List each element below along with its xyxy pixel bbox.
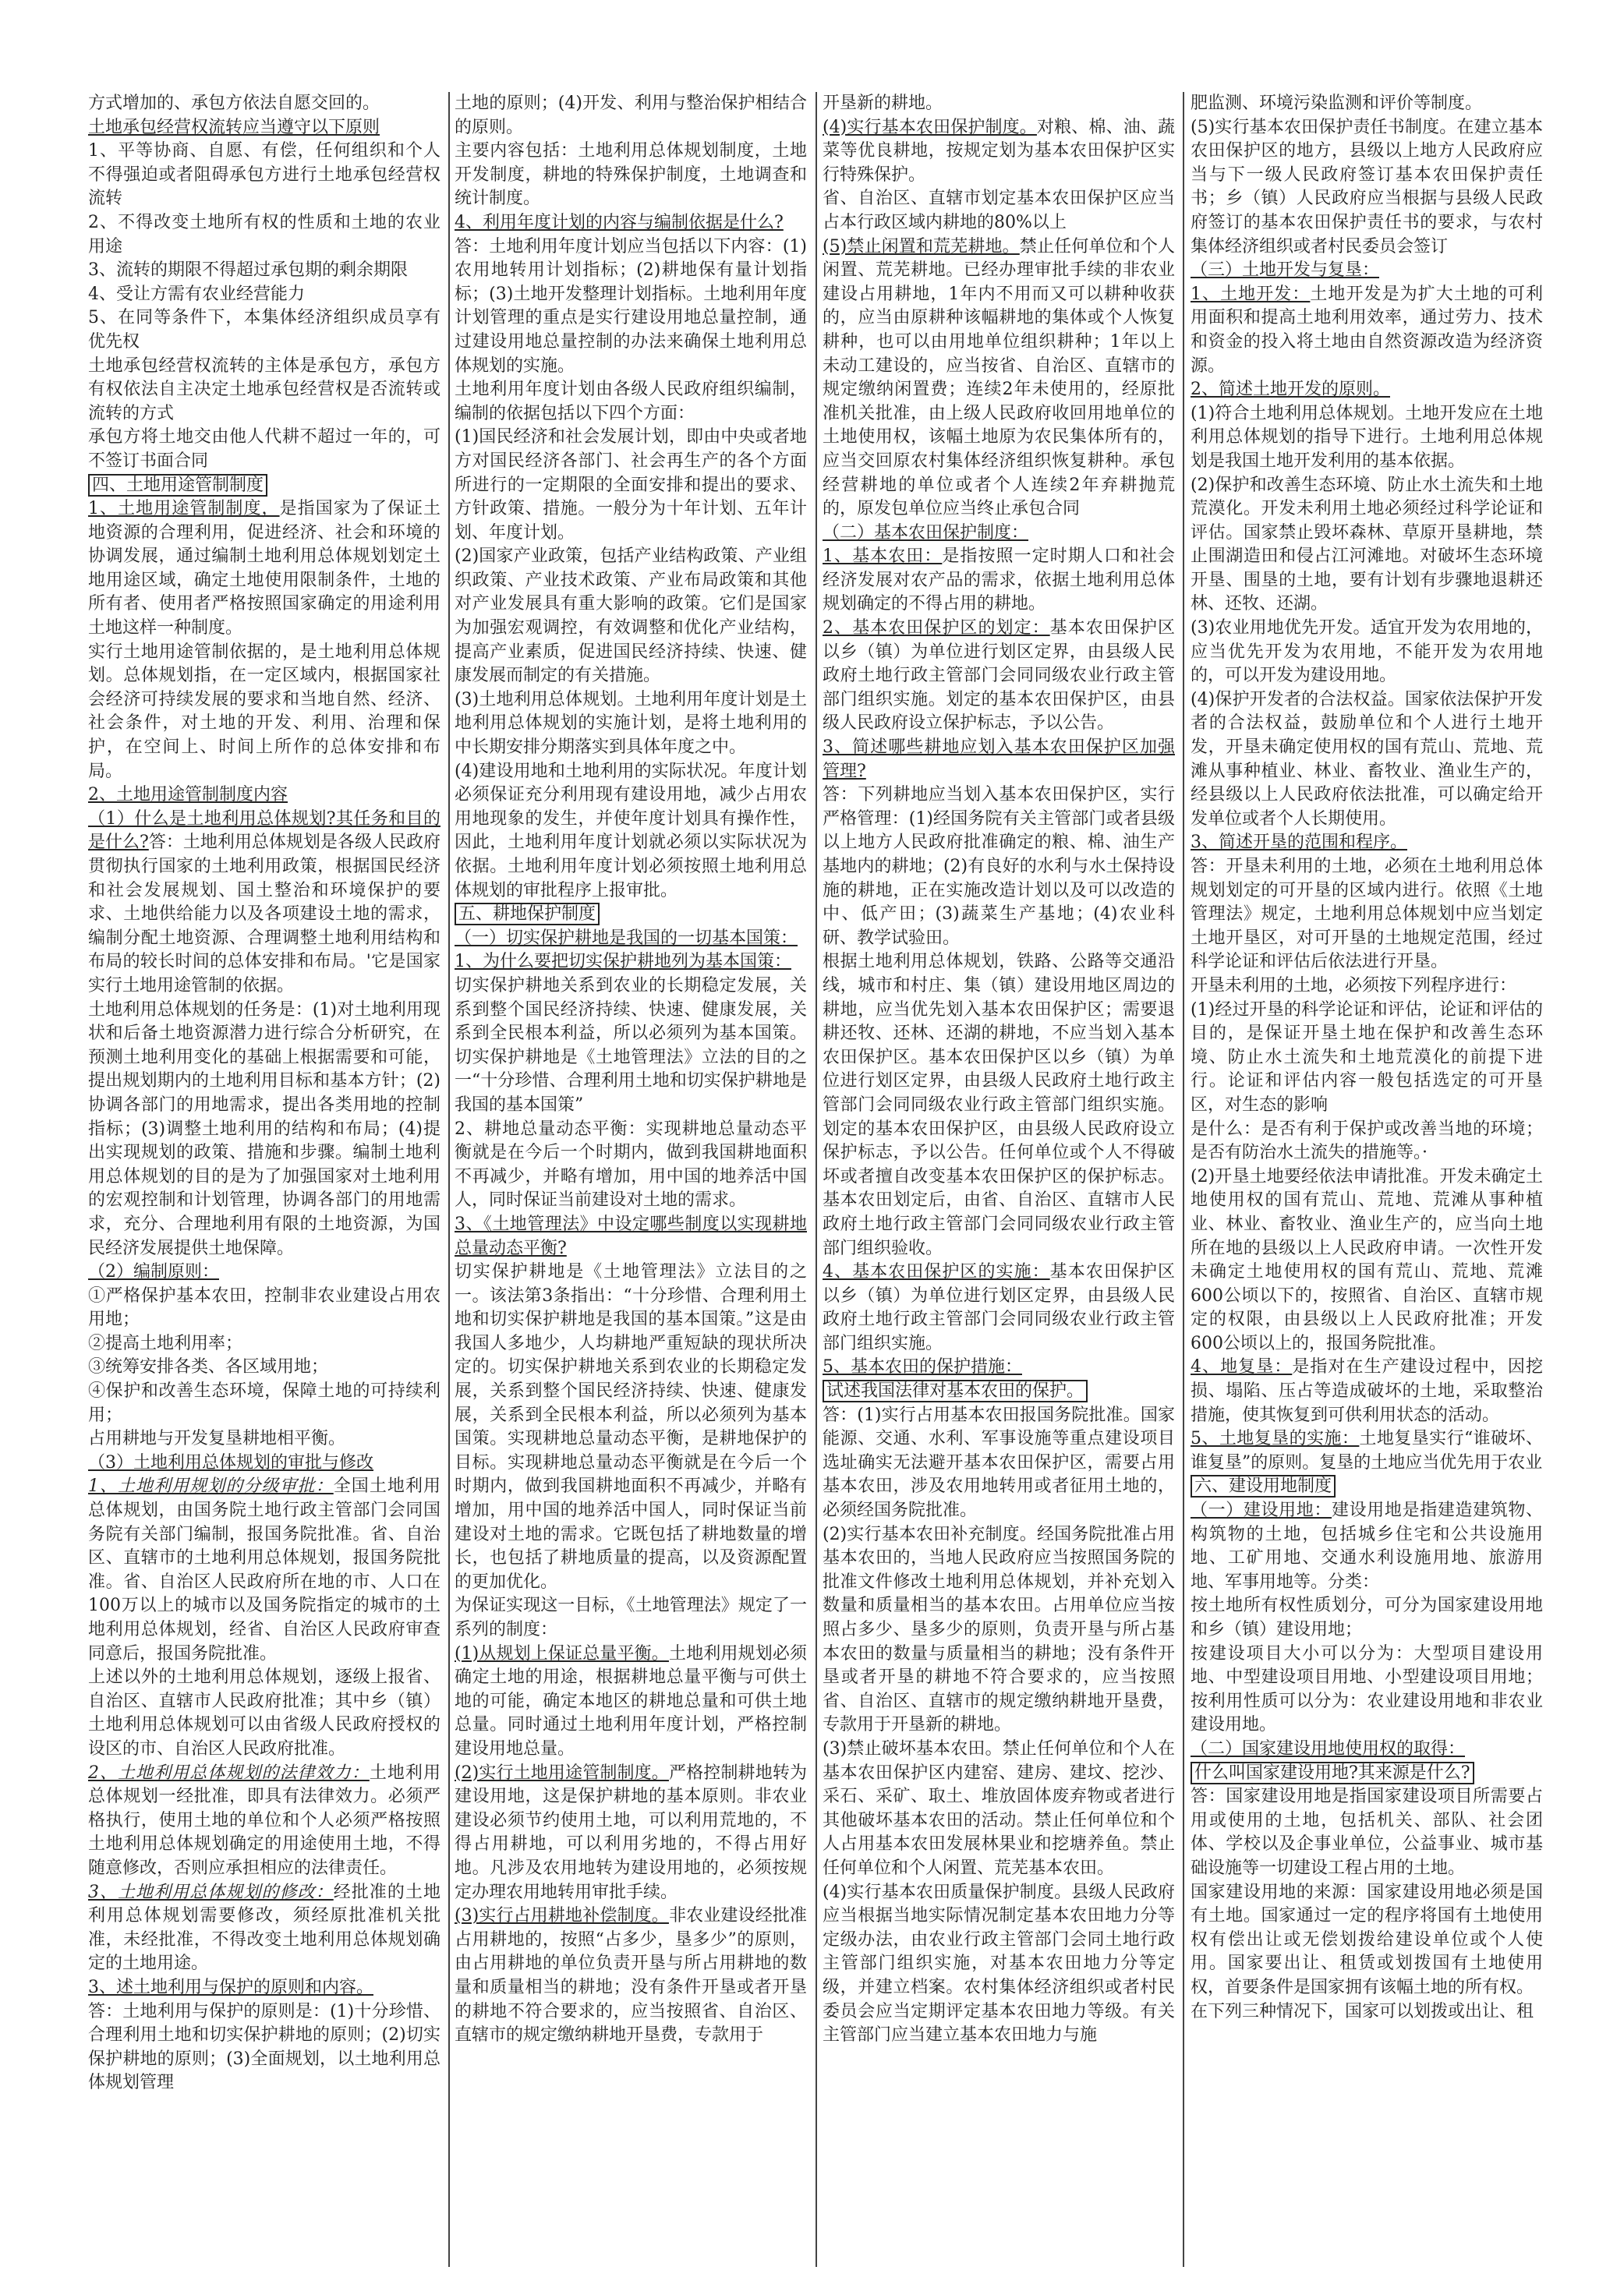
paragraph-text: 非农业建设经批准占用耕地的，按照“占多少，垦多少”的原则，由占用耕地的单位负责开垦与所占用耕地的数量和质量相当的耕地；没有条件开垦或者开垦的耕地不符合要求的，应当按照省、自治区、直辖市的规定缴纳耕地开垦费，专款用于 (455, 1906, 807, 2046)
section-heading (823, 522, 1175, 546)
paragraph-text: 答：国家建设用地是指国家建设项目所需要占用或使用的土地，包括机关、部队、社会团体、学校以及企事业单位，公益事业、城市基础设施等一切建设工程占用的土地。 (1191, 1787, 1543, 1878)
paragraph (88, 1356, 440, 1380)
paragraph-text: (4)实行基本农田质量保护制度。县级人民政府应当根据当地实际情况制定基本农田地力分等定级办法，由农业行政主管部门会同土地行政主管部门组织实施，对基本农田地力分等定级，并建立档案。农村集体经济组织或者村民委员会应当定期评定基本农田地力等级。有关主管部门应当建立基本农田地力与施 (823, 1882, 1175, 2046)
underlined-heading: 4、地复垦： (1191, 1357, 1293, 1377)
paragraph-text: 土地开发是为扩大土地的可利用面积和提高土地利用效率，通过劳力、技术和资金的投入将土地由自然资源改造为经济资源。 (1191, 284, 1543, 376)
paragraph (823, 92, 1175, 116)
paragraph (88, 140, 440, 211)
underlined-heading: 1、土地开发： (1191, 284, 1311, 304)
paragraph (1191, 974, 1543, 999)
column-3 (823, 92, 1175, 2048)
section-heading (1191, 378, 1543, 402)
paragraph (823, 617, 1175, 736)
paragraph-text: 2、不得改变土地所有权的性质和土地的农业用途 (88, 212, 440, 256)
paragraph-text: 4、受让方需有农业经营能力 (88, 284, 305, 304)
paragraph-text: (5)实行基本农田保护责任书制度。在建立基本农田保护区的地方，县级以上地方人民政府应当与下一级人民政府签订基本农田保护责任书；乡（镇）人民政府应当根据与县级人民政府签订的基本农田保护责任书的要求，与农村集体经济组织或者村民委员会签订 (1191, 117, 1543, 256)
boxed-heading: 四、土地用途管制制度 (88, 474, 267, 497)
paragraph (88, 1380, 440, 1427)
paragraph-text: 3、流转的期限不得超过承包期的剩余期限 (88, 260, 408, 281)
paragraph-text: 方式增加的、承包方依法自愿交回的。 (88, 94, 380, 113)
column-2 (455, 92, 807, 2048)
section-heading (1191, 259, 1543, 283)
column-divider (448, 92, 450, 2267)
paragraph (823, 1881, 1175, 2048)
paragraph (455, 974, 807, 1118)
paragraph (88, 306, 440, 354)
paragraph-text: 为保证实现这一目标，《土地管理法》规定了一系列的制度： (455, 1596, 807, 1639)
paragraph (88, 211, 440, 259)
underlined-heading: （2）编制原则： (88, 1262, 219, 1282)
paragraph-text: 国家建设用地的来源：国家建设用地必须是国有土地。国家通过一定的程序将国有土地使用权有偿出让或无偿划拨给建设单位或个人使用。国家要出让、租赁或划拨国有土地使用权，首要条件是国家拥有该幅土地的所有权。 (1191, 1882, 1543, 1997)
underlined-heading: 3、简述哪些耕地应划入基本农田保护区加强管理? (823, 737, 1175, 781)
paragraph (88, 808, 440, 999)
paragraph (823, 950, 1175, 1261)
section-heading (88, 1452, 440, 1476)
paragraph (1191, 1785, 1543, 1880)
paragraph-text: 答：土地利用总体规划是各级人民政府贯彻执行国家的土地利用政策，根据国民经济和社会发展规划、国土整治和环境保护的要求、土地供给能力以及各项建设土地的需求，编制分配土地资源、合理调整土地利用结构和布局的较长时间的总体安排和布局。'它是国家实行土地用途管制的依据。 (88, 833, 440, 995)
paragraph (1191, 1165, 1543, 1356)
paragraph (455, 1594, 807, 1642)
underlined-heading: 1、土地用途管制制度， (88, 499, 280, 519)
section-heading (1191, 1738, 1543, 1762)
paragraph (1191, 1499, 1543, 1594)
section-heading (455, 1213, 807, 1261)
paragraph (823, 187, 1175, 235)
boxed-heading: 六、建设用地制度 (1191, 1475, 1336, 1498)
underlined-heading: (3)实行占用耕地补偿制度。 (455, 1906, 669, 1926)
paragraph-text: 肥监测、环境污染监测和评价等制度。 (1191, 94, 1483, 113)
paragraph (1191, 1643, 1543, 1738)
paragraph-text: 答：土地利用与保护的原则是：(1)十分珍惜、合理利用土地和切实保护耕地的原则；(2)切实保护耕地的原则；(3)全面规划，以土地利用总体规划管理 (88, 2001, 440, 2093)
paragraph (823, 235, 1175, 522)
underlined-heading: （一）建设用地： (1191, 1501, 1332, 1521)
paragraph-text: 切实保护耕地是《土地管理法》立法目的之一。该法第3条指出：“十分珍惜、合理利用土地和切实保护耕地是我国的基本国策。”这是由我国人多地少，人均耕地严重短缺的现状所决定的。切实保护耕地关系到农业的长期稳定发展，关系到整个国民经济持续、快速、健康发展，关系到全民根本利益，所以必须列为基本国策。实现耕地总量动态平衡，是耕地保护的目标。实现耕地总量动态平衡就是在今后一个时期内，做到我国耕地面积不再减少，并略有增加，用中国的地养活中国人，同时保证当前建设对土地的需求。它既包括了耕地数量的增长，也包括了耕地质量的提高，以及资源配置的更加优化。 (455, 1262, 807, 1592)
paragraph (1191, 92, 1543, 116)
paragraph (823, 1261, 1175, 1356)
paragraph (455, 92, 807, 140)
paragraph-text: 答：土地利用年度计划应当包括以下内容：(1)农用地转用计划指标；(2)耕地保有量计划指标；(3)土地开发整理计划指标。土地利用年度计划管理的重点是实行建设用地总量控制，通过建设用地总量控制的办法来确保土地利用总体规划的实施。 (455, 236, 807, 376)
paragraph-text: (3)农业用地优先开发。适宜开发为农用地的，应当优先开发为农用地，不能开发为农用地的，可以开发为建设用地。 (1191, 618, 1543, 686)
paragraph-text: 全国土地利用总体规划，由国务院土地行政主管部门会同国务院有关部门编制，报国务院批准。省、自治区、直辖市的土地利用总体规划，报国务院批准。省、自治区人民政府所在地的市、人口在100万以上的城市以及国务院指定的城市的土地利用总体规划，经省、自治区人民政府审查同意后，报国务院批准。 (88, 1476, 440, 1664)
paragraph-text: (3)禁止破坏基本农田。禁止任何单位和个人在基本农田保护区内建窑、建房、建坟、挖沙、采石、采矿、取土、堆放固体废弃物或者进行其他破坏基本农田的活动。禁止任何单位和个人占用基本农田发展林果业和挖塘养鱼。禁止任何单位和个人闲置、荒芜基本农田。 (823, 1738, 1175, 1878)
paragraph-text: 对粮、棉、油、蔬菜等优良耕地，按规定划为基本农田保护区实行特殊保护。 (823, 117, 1175, 185)
paragraph-text: 占用耕地与开发复垦耕地相平衡。 (88, 1429, 346, 1449)
paragraph-text: 1、平等协商、自愿、有偿，任何组织和个人不得强迫或者阻碍承包方进行土地承包经营权流转 (88, 141, 440, 209)
section-heading (823, 1380, 1175, 1404)
paragraph (1191, 1427, 1543, 1475)
paragraph (455, 545, 807, 688)
underlined-heading: 土地承包经营权流转应当遵守以下原则 (88, 117, 380, 137)
paragraph (88, 1881, 440, 1976)
underlined-heading: 3、《土地管理法》中设定哪些制度以实现耕地总量动态平衡? (455, 1214, 807, 1258)
paragraph (1191, 116, 1543, 260)
paragraph (455, 1118, 807, 1213)
underlined-heading: (5)禁止闲置和荒芜耕地。 (823, 236, 1020, 256)
section-heading (823, 736, 1175, 783)
boxed-heading: 试述我国法律对基本农田的保护。 (823, 1380, 1088, 1402)
paragraph (823, 1738, 1175, 1881)
paragraph-text: 上述以外的土地利用总体规划，逐级上报省、自治区、直辖市人民政府批准；其中乡（镇）土地利用总体规划可以由省级人民政府授权的设区的市、自治区人民政府批准。 (88, 1667, 440, 1759)
underlined-heading: （3）土地利用总体规划的审批与修改 (88, 1452, 373, 1473)
paragraph (455, 378, 807, 426)
paragraph-text: 切实保护耕地关系到农业的长期稳定发展，关系到整个国民经济持续、快速、健康发展，关系到全民根本利益，所以必须列为基本国策。切实保护耕地是《土地管理法》立法的目的之一“十分珍惜、合理利用土地和切实保护耕地是我国的基本国策” (455, 975, 807, 1115)
paragraph (88, 1666, 440, 1761)
paragraph (1191, 617, 1543, 688)
paragraph (1191, 1356, 1543, 1427)
paragraph-text: 建设用地是指建造建筑物、构筑物的土地，包括城乡住宅和公共设施用地、工矿用地、交通水利设施用地、旅游用地、军事用地等。分类： (1191, 1501, 1543, 1592)
paragraph-text: (2)开垦土地要经依法申请批准。开发未确定土地使用权的国有荒山、荒地、荒滩从事种植业、林业、畜牧业、渔业生产的，应当向土地所在地的县级以上人民政府申请。一次性开发未确定土地使用权的国有荒山、荒地、荒滩600公顷以下的，按照省、自治区、直辖市规定的权限，由县级以上人民政府批准；开发600公顷以上的，报国务院批准。 (1191, 1166, 1543, 1353)
paragraph (823, 1404, 1175, 1523)
paragraph (1191, 999, 1543, 1118)
paragraph-text: 土地承包经营权流转的主体是承包方，承包方有权依法自主决定土地承包经营权是否流转或流转的方式 (88, 355, 440, 423)
section-heading (455, 950, 807, 974)
paragraph (455, 760, 807, 904)
underlined-heading: 5、基本农田的保护措施： (823, 1357, 1022, 1377)
paragraph (1191, 1118, 1543, 1165)
paragraph (88, 1762, 440, 1881)
paragraph-text: 答：(1)实行占用基本农田报国务院批准。国家能源、交通、水利、军事设施等重点建设项目选址确实无法避开基本农田保护区，需要占用基本农田，涉及农用地转用或者征用土地的，必须经国务院批准。 (823, 1405, 1175, 1521)
paragraph-text: 严格控制耕地转为建设用地，这是保护耕地的基本原则。非农业建设必须节约使用土地，可以利用荒地的，不得占用耕地，可以利用劣地的，不得占用好地。凡涉及农用地转为建设用地的，必须按规定办理农用地转用审批手续。 (455, 1763, 807, 1902)
paragraph (88, 497, 440, 641)
paragraph-text: 2、耕地总量动态平衡：实现耕地总量动态平衡就是在今后一个时期内，做到我国耕地面积不再减少，并略有增加，用中国的地养活中国人，同时保证当前建设对土地的需求。 (455, 1119, 807, 1211)
paragraph-text: 承包方将土地交由他人代耕不超过一年的，可不签订书面合同 (88, 427, 440, 471)
paragraph (88, 1427, 440, 1452)
paragraph-text: 是什么：是否有利于保护或改善当地的环境；是否有防治水土流失的措施等。· (1191, 1119, 1543, 1163)
section-heading (1191, 831, 1543, 855)
section-heading (455, 211, 807, 235)
paragraph (88, 1332, 440, 1356)
paragraph (88, 641, 440, 784)
underlined-heading: 2、土地利用总体规划的法律效力： (88, 1763, 370, 1783)
paragraph-text: 省、自治区、直辖市划定基本农田保护区应当占本行政区域内耕地的80%以上 (823, 189, 1175, 232)
paragraph-text: 是指按照一定时期人口和社会经济发展对农产品的需求，依据土地利用总体规划确定的不得占用的耕地。 (823, 546, 1175, 614)
paragraph-text: 开垦新的耕地。 (823, 94, 943, 113)
underlined-heading: 2、基本农田保护区的划定： (823, 618, 1050, 638)
boxed-heading: 五、耕地保护制度 (455, 903, 600, 925)
paragraph (455, 1261, 807, 1594)
paragraph-text: (2)保护和改善生态环境、防止水土流失和土地荒漠化。开发未利用土地必须经过科学论证和评估。国家禁止毁坏森林、草原开垦耕地，禁止围湖造田和侵占江河滩地。对破坏生态环境开垦、围垦的土地，要有计划有步骤地退耕还林、还牧、还湖。 (1191, 475, 1543, 614)
paragraph-text: ①严格保护基本农田，控制非农业建设占用农用地； (88, 1285, 440, 1330)
paragraph-text: 开垦未利用的土地，必须按下列程序进行： (1191, 975, 1517, 995)
underlined-heading: 3、土地利用总体规划的修改： (88, 1882, 334, 1902)
boxed-heading: 什么叫国家建设用地?其来源是什么? (1191, 1762, 1474, 1784)
paragraph (455, 140, 807, 211)
paragraph (88, 2000, 440, 2095)
underlined-heading: 1、为什么要把切实保护耕地列为基本国策： (455, 952, 791, 972)
section-heading (88, 783, 440, 808)
paragraph-text: 禁止任何单位和个人闲置、荒芜耕地。已经办理审批手续的非农业建设占用耕地，1年内不用而又可以耕种收获的，应当由原耕种该幅耕地的集体或个人恢复耕种，也可以由用地单位组织耕种；1年以上未动工建设的，应当按省、自治区、直辖市的规定缴纳闲置费；连续2年未使用的，经原批准机关批准，由上级人民政府收回用地单位的土地使用权，该幅土地原为农民集体所有的，应当交回原农村集体经济组织恢复耕种。承包经营耕地的单位或者个人连续2年弃耕抛荒的，原发包单位应当终止承包合同 (823, 236, 1175, 519)
paragraph-text: 在下列三种情况下，国家可以划拨或出让、租 (1191, 2001, 1534, 2021)
paragraph-text: 基本农田保护区以乡（镇）为单位进行划区定界，由县级人民政府土地行政主管部门会同同级农业行政主管部门组织实施。划定的基本农田保护区，由县级人民政府设立保护标志，予以公告。 (823, 618, 1175, 734)
paragraph-text: ④保护和改善生态环境，保障土地的可持续利用； (88, 1381, 440, 1425)
paragraph-text: (1)经过开垦的科学论证和评估，论证和评估的目的，是保证开垦土地在保护和改善生态环境、防止水土流失和土地荒漠化的前提下进行。论证和评估内容一般包括选定的可开垦区，对生态的影响 (1191, 999, 1543, 1115)
paragraph-text: 主要内容包括：土地利用总体规划制度，土地开发制度，耕地的特殊保护制度，土地调查和统计制度。 (455, 141, 807, 209)
paragraph (1191, 474, 1543, 617)
section-heading (455, 927, 807, 951)
paragraph (1191, 688, 1543, 832)
underlined-heading: (1)从规划上保证总量平衡。 (455, 1643, 669, 1664)
paragraph-text: 土地利用总体规划的任务是：(1)对土地利用现状和后备土地资源潜力进行综合分析研究，在预测土地利用变化的基础上根据需要和可能，提出规划期内的土地利用目标和基本方针；(2)协调各部门的用地需求，提出各类用地的控制指标；(3)调整土地利用的结构和布局；(4)提出实现规划的政策、措施和步骤。编制土地利用总体规划的目的是为了加强国家对土地利用的宏观控制和计划管理，协调各部门的用地需求，充分、合理地利用有限的土地资源，为国民经济发展提供土地保障。 (88, 999, 440, 1258)
paragraph-text: (1)国民经济和社会发展计划，即由中央或者地方对国民经济各部门、社会再生产的各个方面所进行的一定期限的全面安排和提出的要求、方针政策、措施。一般分为十年计划、五年计划、年度计划。 (455, 427, 807, 543)
section-heading (88, 474, 440, 498)
paragraph (455, 235, 807, 379)
paragraph-text: (4)建设用地和土地利用的实际状况。年度计划必须保证充分利用现有建设用地，减少占用农用地现象的发生，并使年度计划具有操作性，因此，土地利用年度计划就必须以实际状况为依据。土地利用年度计划必须按照土地利用总体规划的审批程序上报审批。 (455, 761, 807, 900)
paragraph (1191, 855, 1543, 974)
paragraph (455, 426, 807, 545)
underlined-heading: (4)实行基本农田保护制度。 (823, 117, 1037, 137)
paragraph-text: 土地复垦实行“谁破坏、谁复垦”的原则。复垦的土地应当优先用于农业 (1191, 1429, 1543, 1473)
paragraph-text: ②提高土地利用率； (88, 1333, 243, 1353)
paragraph (88, 1475, 440, 1666)
paragraph-text: 按土地所有权性质划分，可分为国家建设用地和乡（镇）建设用地； (1191, 1596, 1543, 1639)
paragraph-text: (2)实行基本农田补充制度。经国务院批准占用基本农田的，当地人民政府应当按照国务院的批准文件修改土地利用总体规划，并补充划入数量和质量相当的基本农田。占用单位应当按照占多少、垦多少的原则，负责开垦与所占基本农田的数量与质量相当的耕地；没有条件开垦或者开垦的耕地不符合要求的，应当按照省、自治区、直辖市的规定缴纳耕地开垦费，专款用于开垦新的耕地。 (823, 1524, 1175, 1735)
paragraph (1191, 2000, 1543, 2024)
paragraph (88, 1285, 440, 1332)
paragraph-text: 答：开垦未利用的土地，必须在土地利用总体规划划定的可开垦的区域内进行。依照《土地管理法》规定，土地利用总体规划中应当划定土地开垦区，对可开垦的土地规定范围，经过科学论证和评估后依法进行开垦。 (1191, 857, 1543, 972)
underlined-heading: （1）什么是土地利用总体规划?其任务和目的是什么? (88, 808, 440, 853)
underlined-heading: 4、基本农田保护区的实施： (823, 1262, 1050, 1282)
paragraph-text: 5、在同等条件下，本集体经济组织成员享有优先权 (88, 308, 440, 352)
underlined-heading: 4、利用年度计划的内容与编制依据是什么? (455, 212, 784, 232)
underlined-heading: 5、土地复垦的实施： (1191, 1429, 1360, 1449)
underlined-heading: (2)实行土地用途管制制度。 (455, 1763, 669, 1783)
paragraph-text: (4)保护开发者的合法权益。国家依法保护开发者的合法权益，鼓励单位和个人进行土地开发，开垦未确定使用权的国有荒山、荒地、荒滩从事种植业、林业、畜牧业、渔业生产的，经县级以上人民政府依法批准，可以确定给开发单位或者个人长期使用。 (1191, 689, 1543, 829)
paragraph-text: 实行土地用途管制依据的，是土地利用总体规划。总体规划指，在一定区域内，根据国家社会经济可持续发展的要求和当地自然、经济、社会条件，对土地的开发、利用、治理和保护，在空间上、时间上所作的总体安排和布局。 (88, 642, 440, 781)
underlined-heading: （三）土地开发与复垦： (1191, 260, 1380, 281)
paragraph (88, 259, 440, 283)
paragraph (823, 1523, 1175, 1738)
paragraph-text: 按建设项目大小可以分为：大型项目建设用地、中型建设项目用地、小型建设项目用地；按利用性质可以分为：农业建设用地和非农业建设用地。 (1191, 1643, 1543, 1735)
paragraph-text: 土地的原则；(4)开发、利用与整治保护相结合的原则。 (455, 94, 807, 137)
paragraph-text: (1)符合土地利用总体规划。土地开发应在土地利用总体规划的指导下进行。土地利用总体规划是我国土地开发利用的基本依据。 (1191, 403, 1543, 471)
paragraph-text: 答：下列耕地应当划入基本农田保护区，实行严格管理：(1)经国务院有关主管部门或者县级以上地方人民政府批准确定的粮、棉、油生产基地内的耕地；(2)有良好的水利与水土保持设施的耕地，正在实施改造计划以及可以改造的中、低产田；(3)蔬菜生产基地；(4)农业科研、教学试验田。 (823, 785, 1175, 948)
column-divider (816, 92, 817, 2267)
underlined-heading: 2、土地用途管制制度内容 (88, 785, 288, 805)
column-divider (1183, 92, 1184, 2267)
paragraph (88, 355, 440, 426)
underlined-heading: （二）基本农田保护制度： (823, 522, 1029, 543)
paragraph (1191, 402, 1543, 474)
paragraph-text: 是指国家为了保证土地资源的合理利用，促进经济、社会和环境的协调发展，通过编制土地利用总体规划划定土地用途区域，确定土地使用限制条件，土地的所有者、使用者严格按照国家确定的用途利用土地这样一种制度。 (88, 499, 440, 638)
paragraph-text: 土地利用规划必须确定土地的用途，根据耕地总量平衡与可供土地的可能，确定本地区的耕地总量和可供土地总量。同时通过土地利用年度计划，严格控制建设用地总量。 (455, 1643, 807, 1759)
paragraph (823, 116, 1175, 188)
paragraph (88, 426, 440, 473)
column-1 (88, 92, 440, 2095)
section-heading (1191, 1475, 1543, 1499)
paragraph (455, 1762, 807, 1905)
underlined-heading: 3、简述开垦的范围和程序。 (1191, 833, 1407, 853)
paragraph (88, 283, 440, 307)
section-heading (1191, 1762, 1543, 1786)
paragraph-text: 基本农田保护区以乡（镇）为单位进行划区定界，由县级人民政府土地行政主管部门会同同级农业行政主管部门组织实施。 (823, 1262, 1175, 1353)
paragraph (455, 1643, 807, 1762)
paragraph-text: 经批准的土地利用总体规划需要修改，须经原批准机关批准，未经批准，不得改变土地利用总体规划确定的土地用途。 (88, 1882, 440, 1974)
paragraph (455, 1904, 807, 2048)
paragraph-text: (2)国家产业政策，包括产业结构政策、产业组织政策、产业技术政策、产业布局政策和其他对产业发展具有重大影响的政策。它们是国家为加强宏观调控，有效调整和优化产业结构，提高产业素质，促进国民经济持续、快速、健康发展而制定的有关措施。 (455, 546, 807, 686)
paragraph (88, 92, 440, 116)
underlined-heading: （一）切实保护耕地是我国的一切基本国策： (455, 928, 798, 948)
paragraph-text: 根据土地利用总体规划，铁路、公路等交通沿线，城市和村庄、集（镇）建设用地区周边的耕地，应当优先划入基本农田保护区；需要退耕还牧、还林、还湖的耕地，不应当划入基本农田保护区。基本农田保护区以乡（镇）为单位进行划区定界，由县级人民政府土地行政主管部门会同同级农业行政主管部门组织实施。划定的基本农田保护区，由县级人民政府设立保护标志，予以公告。任何单位或个人不得破坏或者擅自改变基本农田保护区的保护标志。基本农田划定后，由省、自治区、直辖市人民政府土地行政主管部门会同同级农业行政主管部门组织验收。 (823, 952, 1175, 1258)
underlined-heading: （二）国家建设用地使用权的取得： (1191, 1738, 1466, 1759)
paragraph-text: 是指对在生产建设过程中，因挖损、塌陷、压占等造成破坏的土地，采取整治措施，使其恢复到可供利用状态的活动。 (1191, 1357, 1543, 1425)
underlined-heading: 1、基本农田： (823, 546, 943, 567)
paragraph (455, 688, 807, 760)
paragraph-text: (3)土地利用总体规划。土地利用年度计划是土地利用总体规划的实施计划，是将土地利用的中长期安排分期落实到具体年度之中。 (455, 689, 807, 758)
section-heading (88, 1976, 440, 2000)
section-heading (823, 1356, 1175, 1380)
paragraph (823, 545, 1175, 617)
paragraph (1191, 283, 1543, 378)
paragraph-text: ③统筹安排各类、各区域用地； (88, 1357, 329, 1377)
underlined-heading: 3、述土地利用与保护的原则和内容。 (88, 1977, 373, 1997)
section-heading (455, 903, 807, 927)
paragraph-text: 土地利用总体规划一经批准，即具有法律效力。必须严格执行，使用土地的单位和个人必须严格按照土地利用总体规划确定的用途使用土地，不得随意修改，否则应承担相应的法律责任。 (88, 1763, 440, 1878)
underlined-heading: 2、简述土地开发的原则。 (1191, 380, 1390, 400)
paragraph (823, 783, 1175, 950)
paragraph (1191, 1881, 1543, 2000)
section-heading (88, 116, 440, 140)
underlined-heading: 1、土地利用规划的分级审批： (88, 1476, 334, 1497)
paragraph (88, 999, 440, 1261)
section-heading (88, 1261, 440, 1285)
paragraph (1191, 1594, 1543, 1642)
column-4 (1191, 92, 1543, 2024)
paragraph-text: 土地利用年度计划由各级人民政府组织编制，编制的依据包括以下四个方面： (455, 380, 807, 423)
